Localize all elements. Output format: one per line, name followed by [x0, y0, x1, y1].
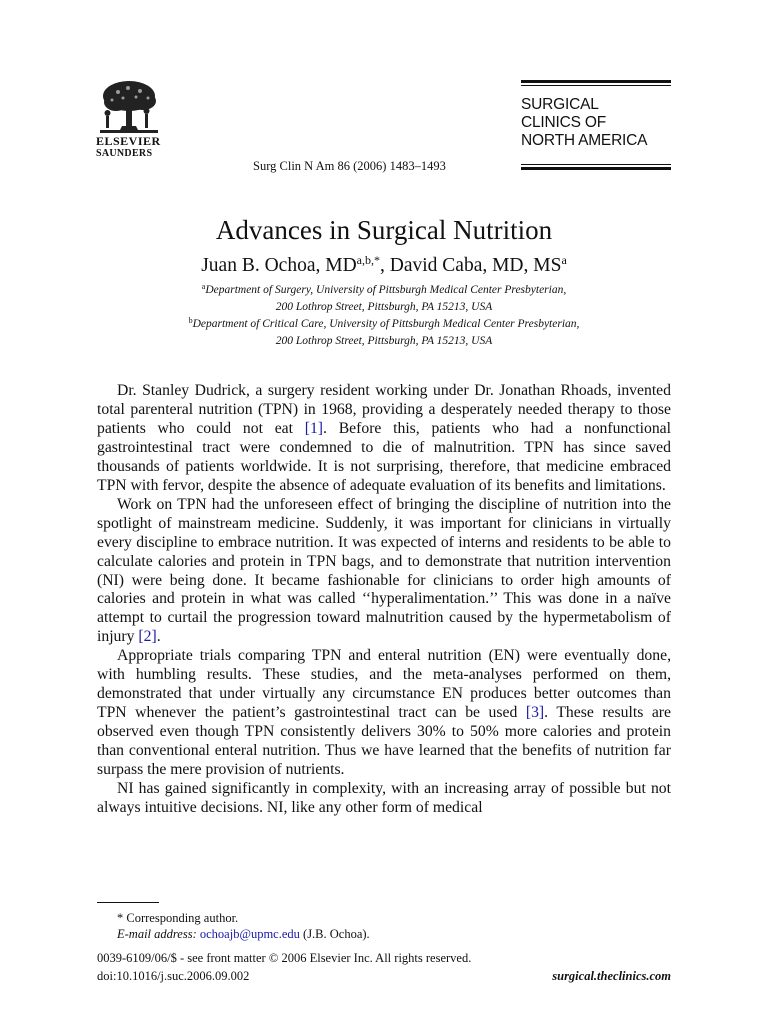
- citation-link[interactable]: [3]: [525, 704, 545, 722]
- author-name: David Caba, MD, MS: [389, 255, 562, 276]
- article-title: Advances in Surgical Nutrition: [215, 215, 553, 245]
- paragraph-text: NI has gained significantly in complexity, with an increasing array of possible but not always intuitive decisions. NI, like any other form of medical: [97, 780, 671, 816]
- author-name: Juan B. Ochoa, MD: [201, 255, 357, 276]
- article-body: [97, 382, 671, 818]
- affiliation-mark: b: [188, 316, 193, 325]
- journal-website[interactable]: surgical.theclinics.com: [552, 969, 671, 983]
- citation-link[interactable]: [2]: [138, 628, 157, 646]
- paragraph-text: . Before this, patients who had a nonfunctional gastrointestinal tract were condemned to die of malnutrition. TPN has since saved thousands of patients worldwide. It is not surprising, therefore, that medicine embraced TPN with fervor, despite the absence of adequate evaluation of its benefits and limitations.: [97, 419, 671, 494]
- publisher-logo: [96, 78, 166, 164]
- journal-reference: Surg Clin N Am 86 (2006) 1483–1493: [253, 159, 446, 173]
- publisher-imprint: SAUNDERS: [96, 148, 153, 159]
- email-footnote: [117, 926, 370, 942]
- corresponding-author-note: * Corresponding author.: [117, 911, 239, 925]
- copyright-line: 0039-6109/06/$ - see front matter © 2006 Elsevier Inc. All rights reserved.: [97, 951, 472, 965]
- body-paragraph: [97, 647, 671, 780]
- affiliation: [0, 282, 768, 316]
- doi-line: doi:10.1016/j.suc.2006.09.002: [97, 969, 250, 983]
- paragraph-text: . These results are observed even though TPN consistently delivers 30% to 50% more calories and protein than conventional enteral nutrition. Thus we have learned that the benefits of nutrition far surpass the mere provision of nutrients.: [97, 704, 671, 779]
- journal-title: [521, 96, 647, 150]
- paragraph-text: Dr. Stanley Dudrick, a surgery resident working under Dr. Jonathan Rhoads, invented total parenteral nutrition (TPN) in 1968, providing a desperately needed therapy to those patients who could not eat: [97, 382, 671, 437]
- author-affiliation-mark: a,b,*: [356, 253, 380, 267]
- email-link[interactable]: ochoajb@upmc.edu: [199, 927, 300, 941]
- affiliation-line: 200 Lothrop Street, Pittsburgh, PA 15213, USA: [275, 335, 493, 347]
- footnote-divider: [97, 902, 159, 903]
- elsevier-tree-icon: [98, 78, 160, 134]
- journal-title-line: SURGICAL: [521, 96, 599, 113]
- affiliation-line: Department of Surgery, University of Pittsburgh Medical Center Presbyterian,: [205, 284, 567, 296]
- email-label: E-mail address:: [117, 927, 197, 941]
- citation-link[interactable]: [1]: [304, 419, 324, 437]
- body-paragraph: [97, 780, 671, 818]
- author-list: [0, 254, 768, 278]
- affiliation: [0, 316, 768, 350]
- journal-title-line: NORTH AMERICA: [521, 132, 648, 149]
- affiliation-line: Department of Critical Care, University of Pittsburgh Medical Center Presbyterian,: [192, 318, 580, 330]
- affiliation-mark: a: [201, 282, 206, 291]
- email-owner: (J.B. Ochoa).: [303, 927, 370, 941]
- publisher-name: ELSEVIER: [96, 134, 161, 148]
- journal-title-line: CLINICS OF: [521, 114, 606, 131]
- paragraph-text: Appropriate trials comparing TPN and enteral nutrition (EN) were eventually done, with humbling results. These studies, and the meta-analyses performed on them, demonstrated that under virtually any circumstance EN produces better outcomes than TPN whenever the patient’s gastrointestinal tract can be used: [97, 647, 671, 722]
- author-affiliation-mark: a: [561, 253, 567, 267]
- paragraph-text: .: [156, 628, 161, 646]
- body-paragraph: [97, 382, 671, 496]
- author-separator: ,: [380, 255, 390, 276]
- affiliation-line: 200 Lothrop Street, Pittsburgh, PA 15213, USA: [275, 301, 493, 313]
- body-paragraph: [97, 496, 671, 648]
- paragraph-text: Work on TPN had the unforeseen effect of bringing the discipline of nutrition into the spotlight of mainstream medicine. Suddenly, it was important for clinicians in virtually every discipline to embrace nutrition. It was expected of interns and residents to be able to calculate calories and protein in TPN bags, and to demonstrate that nutrition intervention (NI) were being done. It became fashionable for clinicians to order high amounts of calories and protein in what was called ‘‘hyperalimentation.’’ This was done in a naïve attempt to curtail the progression toward malnutrition caused by the hypermetabolism of injury: [97, 495, 671, 646]
